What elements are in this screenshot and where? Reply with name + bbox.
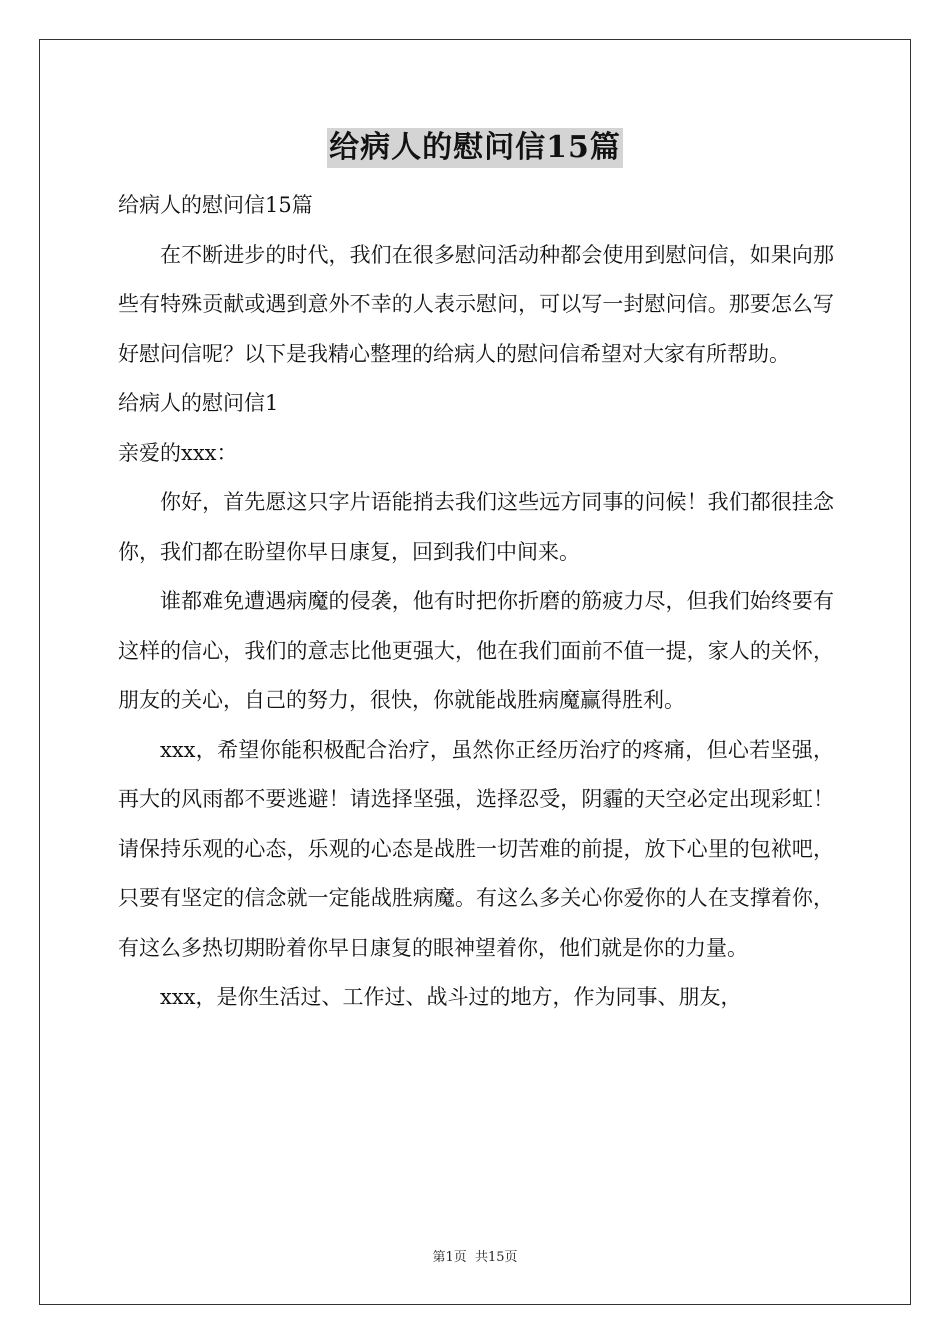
page-footer bbox=[0, 1246, 950, 1265]
salutation: 亲爱的xxx： bbox=[118, 440, 238, 465]
subtitle-line: 给病人的慰问信15篇 bbox=[118, 193, 313, 217]
intro-paragraph: 在不断进步的时代，我们在很多慰问活动种都会使用到慰问信，如果向那些有特殊贡献或遇到意外不幸的人表示慰问，可以写一封慰问信。那要怎么写好慰问信呢？以下是我精心整理的给病人的慰问信希望对大家有所帮助。 bbox=[118, 242, 834, 366]
document-body bbox=[118, 181, 834, 1023]
page-number: 第1页 bbox=[432, 1250, 467, 1265]
document-title: 给病人的慰问信15篇 bbox=[327, 128, 623, 168]
body-paragraph: 你好，首先愿这只字片语能捎去我们这些远方同事的问候！我们都很挂念你，我们都在盼望你早日康复，回到我们中间来。 bbox=[118, 490, 834, 564]
body-paragraph: 谁都难免遭遇病魔的侵袭，他有时把你折磨的筋疲力尽，但我们始终要有这样的信心，我们的意志比他更强大，他在我们面前不值一提，家人的关怀，朋友的关心，自己的努力，很快，你就能战胜病魔赢得胜利。 bbox=[118, 589, 834, 712]
body-paragraph: xxx，是你生活过、工作过、战斗过的地方，作为同事、朋友， bbox=[160, 985, 742, 1009]
title-wrap bbox=[0, 128, 950, 168]
body-paragraph: xxx，希望你能积极配合治疗，虽然你正经历治疗的疼痛，但心若坚强，再大的风雨都不要逃避！请选择坚强，选择忍受，阴霾的天空必定出现彩虹！请保持乐观的心态，乐观的心态是战胜一切苦难的前提，放下心里的包袱吧，只要有坚定的信念就一定能战胜病魔。有这么多关心你爱你的人在支撑着你，有这么多热切期盼着你早日康复的眼神望着你，他们就是你的力量。 bbox=[118, 737, 834, 960]
page-total: 共15页 bbox=[474, 1250, 518, 1265]
section-heading: 给病人的慰问信1 bbox=[118, 391, 279, 415]
